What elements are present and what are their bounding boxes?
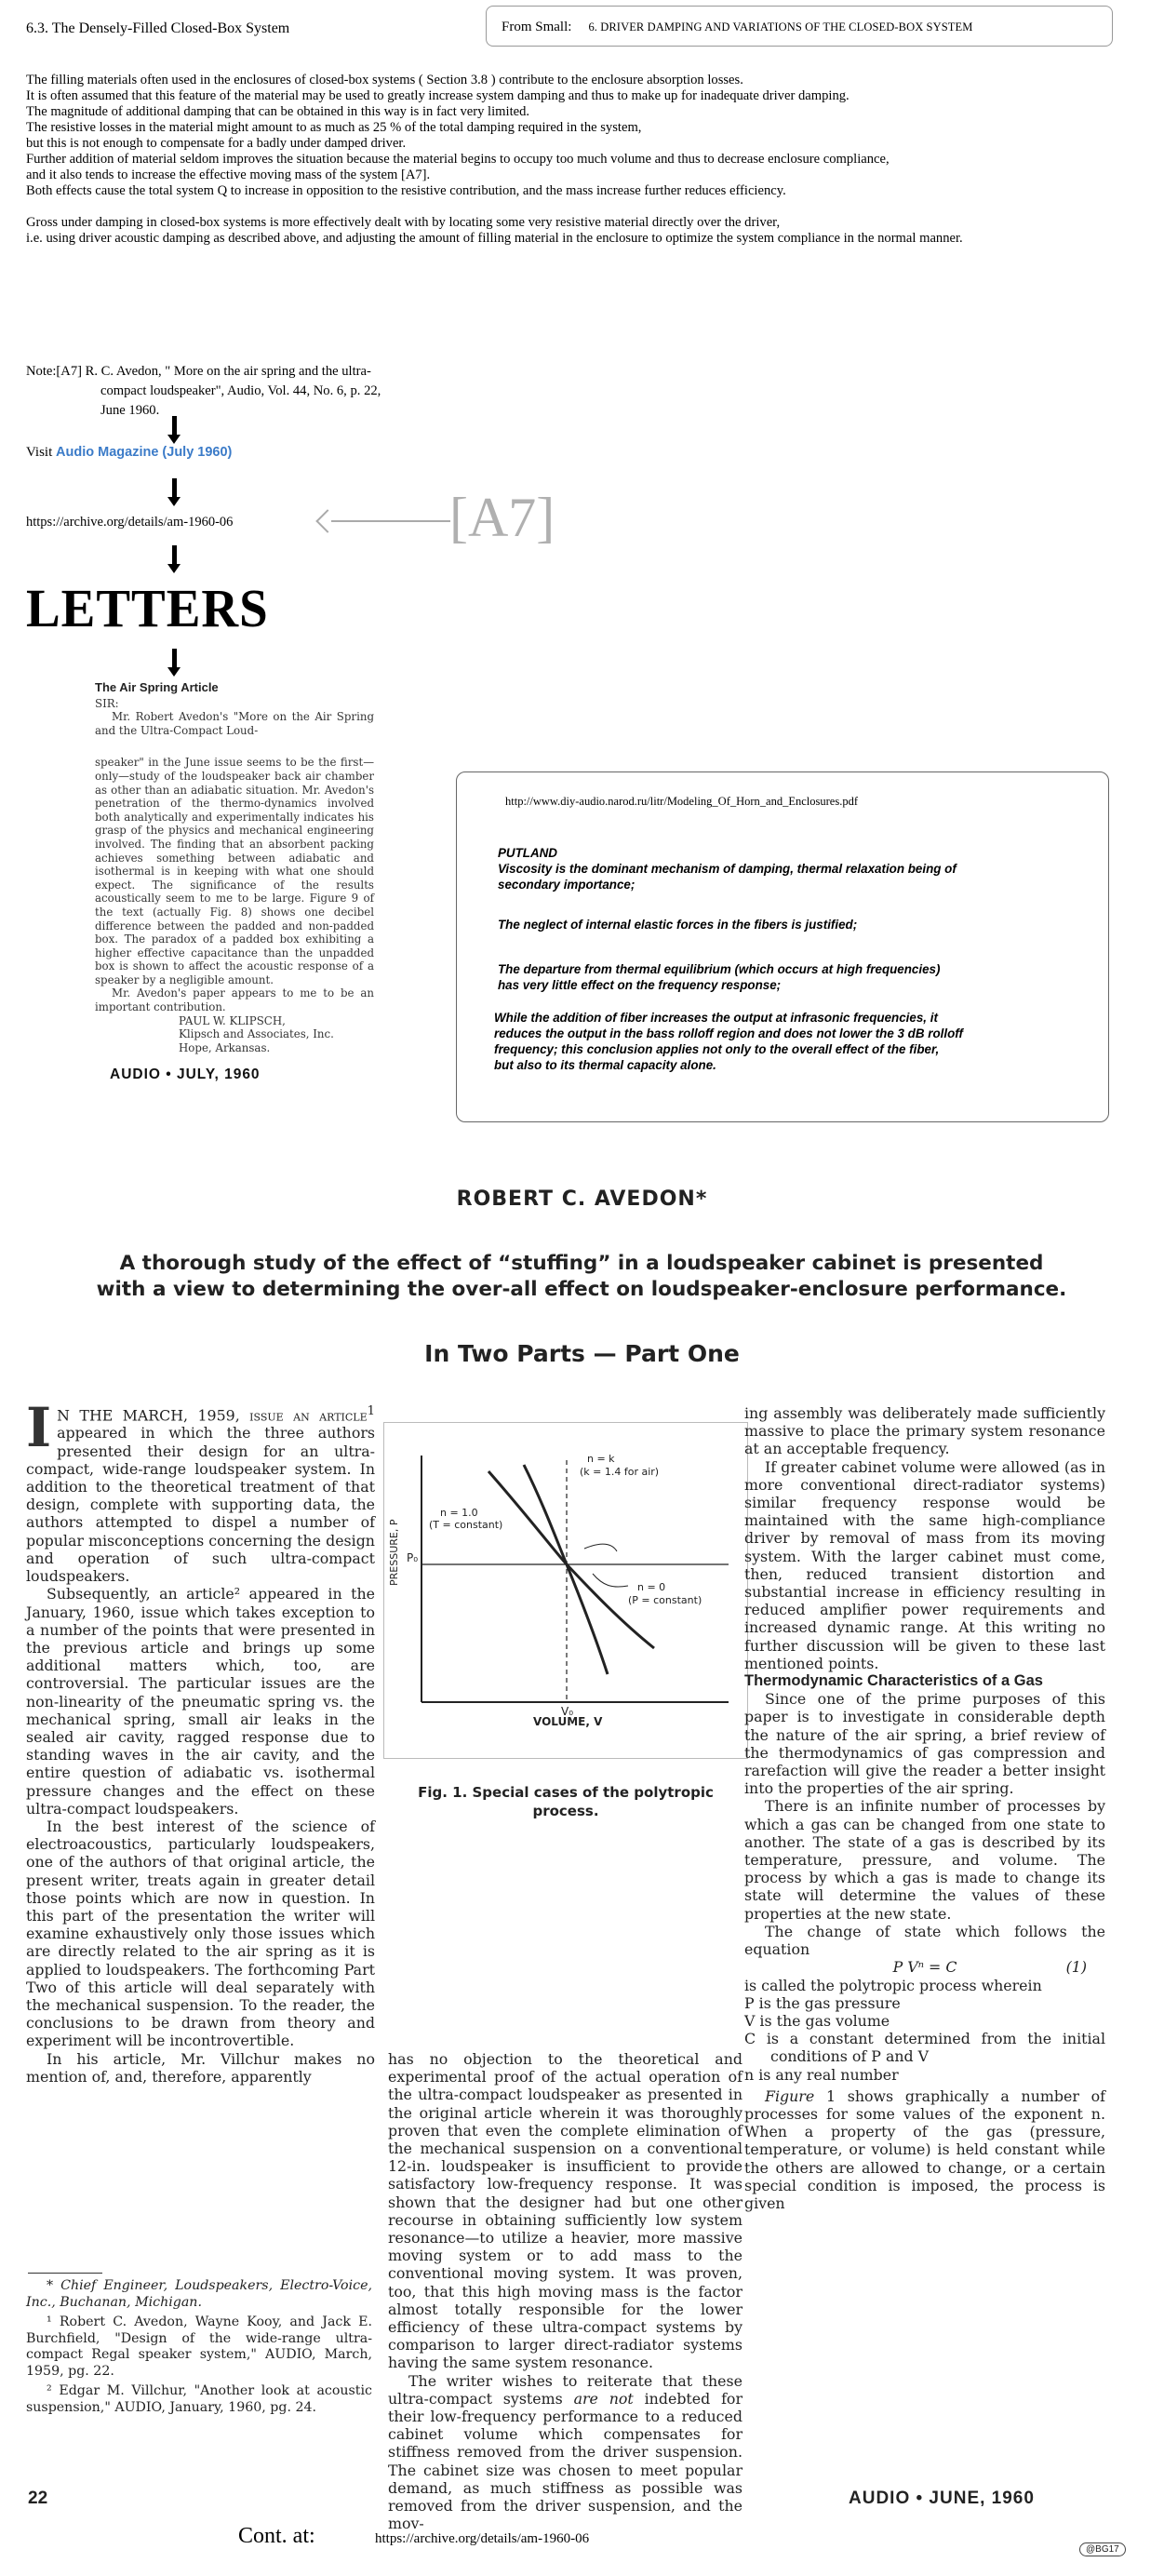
intro-line: Both effects cause the total system Q to increase in opposition to the resistive contribution, and the mass increase further reduces efficiency. bbox=[26, 183, 786, 198]
section-heading: Thermodynamic Characteristics of a Gas bbox=[744, 1672, 1043, 1690]
paragraph-part: indebted for their low-frequency performance to a reduced cabinet volume which compensates for stiffness removed from the driver suspension. The cabinet size was chosen to meet popular demand, as much stiffness as possible was removed from the driver suspension, and the mov- bbox=[388, 2389, 743, 2533]
figure-caption bbox=[389, 1783, 743, 1820]
figure-polytropic bbox=[383, 1422, 748, 1759]
visit-line bbox=[26, 445, 232, 461]
caption-line: Fig. 1. Special cases of the polytropic bbox=[418, 1784, 714, 1801]
intro-line: Gross under damping in closed-box systems is more effectively dealt with by locating some very resistive material directly over the driver, bbox=[26, 215, 781, 230]
paragraph: In the best interest of the science of electroacoustics, particularly loudspeakers, one of the authors of that original article, the present writer, treats again in greater detail those points which are now in question. In this part of the presentation the writer will examine exhaustively only those issues which are directly related to the air spring as it is applied to loudspeakers. The forthcoming Part Two of this article will deal separately with the mechanical suspension. To the reader, the conclusions to be drawn from theory and experiment will be incontrovertible. bbox=[26, 1817, 375, 2050]
intro-text bbox=[26, 73, 1143, 247]
arrow-head-icon bbox=[315, 509, 339, 532]
putland-quote: has very little effect on the frequency response; bbox=[498, 978, 782, 992]
polytropic-chart bbox=[384, 1423, 747, 1758]
putland-url[interactable]: http://www.diy-audio.narod.ru/litr/Modeling_Of_Horn_and_Enclosures.pdf bbox=[505, 795, 858, 808]
intro-line: and it also tends to increase the effective moving mass of the system [A7]. bbox=[26, 168, 431, 182]
intro-line: but this is not enough to compensate for a badly under damped driver. bbox=[26, 136, 407, 151]
note-line: compact loudspeaker", Audio, Vol. 44, No. 6, p. 22, bbox=[100, 383, 381, 398]
down-arrow-icon bbox=[172, 545, 177, 566]
letter-signature: PAUL W. KLIPSCH, bbox=[179, 1013, 286, 1027]
article-author: ROBERT C. AVEDON* bbox=[456, 1187, 708, 1211]
intro-line: i.e. using driver acoustic damping as described above, and adjusting the amount of filling material in the enclosure to optimize the system compliance in the normal manner. bbox=[26, 231, 963, 246]
putland-name: PUTLAND bbox=[498, 846, 557, 860]
paragraph: appeared in which the three authors presented their design for an ultra-compact, wide-range loudspeaker system. In addition to the theoretical treatment of that design, complete with supporting data, the authors attempted to dispel a number of popular misconceptions concerning the design and operation of such ultra-compact loudspeakers. bbox=[26, 1424, 375, 1586]
article-column-3 bbox=[744, 1404, 1105, 2212]
x-axis-label: VOLUME, V bbox=[533, 1715, 603, 1728]
putland-quote: frequency; this conclusion applies not only to the overall effect of the fiber, bbox=[494, 1042, 940, 1056]
footnote-rule bbox=[28, 2273, 102, 2274]
v0-label: V₀ bbox=[561, 1705, 574, 1718]
definitions bbox=[744, 1994, 1105, 2084]
curve-label: (k = 1.4 for air) bbox=[580, 1466, 660, 1478]
definition: n is any real number bbox=[744, 2065, 899, 2084]
paragraph: If greater cabinet volume were allowed (as in more conventional direct-radiator systems) similar frequency response would be maintained with the same high-compliance driver by removal of mass from its moving system. With the larger cabinet must come, then, reduced transient distortion and substantial increase in efficiency resulting in reduced amplifier power requirements and increased dynamic range. At this writing no further discussion will be given to these last mentioned points. bbox=[744, 1457, 1105, 1672]
article-column-1: I N THE MARCH, 1959, issue an article$^1$ appeared in which the three authors presented their design for an ultra-compact, wide-range loudspeaker system. In addition to the theoretical treatment of that design, complete with supporting data, the authors attempted to dispel a number of popular misconceptions concerning the design and operation of such ultra-compact loudspeakers. Subsequently, an article² appeared in the January, 1960, issue which takes exception to a number of the points that were presented in the previous article and brings up some additional matters which, too, are controversial. The particular issues are the non-linearity of the pneumatic spring vs. the mechanical spring, small air leaks in the sealed air cavity, ragged response due to standing waves in the air cavity, and the entire question of adiabatic vs. isothermal pressure changes and the effect on these ultra-compact loudspeakers. In the best interest of the science of electroacoustics, particularly loudspeakers, one of the authors of that original article, the present writer, treats again in greater detail those points which are now in question. In this part of the presentation the writer will examine exhaustively only those issues which are directly related to the air spring as it is applied to loudspeakers. The forthcoming Part Two of this article will deal separately with the mechanical suspension. To the reader, the conclusions to be drawn from theory and experiment will be incontrovertible. In his article, Mr. Villchur makes no mention of, and, therefore, apparently bbox=[26, 1396, 375, 2086]
y-axis-label: PRESSURE, P bbox=[388, 1519, 400, 1586]
paragraph-part: 1 shows graphically a number of processes for some values of the exponent n. When a property of the gas (pressure, temperature, or volume) is held constant while the others are allowed to change, or a certain special condition is imposed, the process is given bbox=[744, 2086, 1105, 2212]
paragraph: Since one of the prime purposes of this paper is to investigate in considerable depth the nature of the air spring, a brief review of the thermodynamics of gas compression and rarefaction will give the reader a better insight into the properties of the air spring. bbox=[744, 1690, 1105, 1798]
equation-number: (1) bbox=[1065, 1958, 1087, 1977]
continued-label: Cont. at: bbox=[238, 2524, 315, 2548]
intro-line: Further addition of material seldom improves the situation because the material begins to occupy too much volume and thus to decrease enclosure compliance, bbox=[26, 152, 890, 167]
equation-text: P Vⁿ = C bbox=[892, 1958, 957, 1977]
putland-quote: Viscosity is the dominant mechanism of damping, thermal relaxation being of bbox=[498, 862, 957, 876]
putland-quote-box bbox=[456, 771, 1109, 1122]
putland-quote: but also to its thermal capacity alone. bbox=[494, 1058, 716, 1072]
letter-title: The Air Spring Article bbox=[95, 680, 219, 694]
intro-line: It is often assumed that this feature of the material may be used to greatly increase system damping and thus to make up for inadequate driver damping. bbox=[26, 88, 850, 103]
letters-heading: LETTERS bbox=[26, 578, 269, 638]
continued-url[interactable]: https://archive.org/details/am-1960-06 bbox=[375, 2531, 590, 2546]
footnote: ¹ Robert C. Avedon, Wayne Kooy, and Jack E. Burchfield, "Design of the wide-range ultra-compact Regal speaker system," AUDIO, March, 1959, pg. 22. bbox=[26, 2314, 372, 2379]
intro-line: The filling materials often used in the enclosures of closed-box systems ( Section 3.8 ) contribute to the enclosure absorption losses. bbox=[26, 73, 743, 87]
section-title: 6.3. The Densely-Filled Closed-Box System bbox=[26, 20, 290, 36]
paragraph: The change of state which follows the equation bbox=[744, 1922, 1105, 1959]
article-deck bbox=[56, 1251, 1107, 1303]
curve-label: n = 0 bbox=[637, 1581, 666, 1593]
putland-quote: The departure from thermal equilibrium (which occurs at high frequencies) bbox=[498, 962, 941, 976]
reference-tag: [A7] bbox=[449, 487, 555, 548]
from-section: 6. DRIVER DAMPING AND VARIATIONS OF THE CLOSED-BOX SYSTEM bbox=[588, 20, 973, 34]
article-parts: In Two Parts — Part One bbox=[424, 1340, 740, 1367]
putland-quote: reduces the output in the bass rolloff region and does not lower the 3 dB rolloff bbox=[494, 1026, 963, 1040]
putland-quote: The neglect of internal elastic forces in the fibers is justified; bbox=[498, 918, 858, 932]
reference-note bbox=[26, 362, 510, 421]
letter-signature: Klipsch and Associates, Inc. bbox=[179, 1027, 334, 1041]
deck-line: A thorough study of the effect of “stuffing” in a loudspeaker cabinet is presented bbox=[119, 1252, 1044, 1275]
curve-label: n = 1.0 bbox=[440, 1507, 478, 1519]
down-arrow-icon bbox=[172, 478, 177, 499]
down-arrow-icon bbox=[172, 649, 177, 669]
intro-line: The resistive losses in the material might amount to as much as 25 % of the total damping required in the system, bbox=[26, 120, 642, 135]
caption-line: process. bbox=[532, 1803, 599, 1819]
letter-clipping bbox=[95, 681, 374, 1054]
curve-label: (T = constant) bbox=[429, 1519, 503, 1531]
definition: P is the gas pressure bbox=[744, 1993, 901, 2012]
paragraph: has no objection to the theoretical and experimental proof of the actual operation of the ultra-compact loudspeaker as presented in the original article wherein it was thoroughly proven that even the complete elimination of the mechanical suspension on a conventional 12-in. loudspeaker is insufficient to provide satisfactory low-frequency response. It was shown that the designer had but one other recourse in obtaining sufficiently low system resonance—to utilize a heavier, more massive moving system or to add mass to the conventional moving system. It was proven, too, that this high moving mass is the factor almost totally responsible for the lower efficiency of these ultra-compact systems by comparison to larger direct-radiator systems having the same system resonance. bbox=[388, 2050, 743, 2372]
from-label: From Small: bbox=[502, 20, 572, 34]
paragraph: is called the polytropic process wherein bbox=[744, 1976, 1042, 1994]
intro-line: The magnitude of additional damping that can be obtained in this way is in fact very limited. bbox=[26, 104, 530, 119]
letter-signature: Hope, Arkansas. bbox=[179, 1040, 271, 1054]
definition: C is a constant determined from the initial conditions of P and V bbox=[744, 2030, 1105, 2066]
emphasis: are not bbox=[573, 2389, 634, 2408]
paragraph: There is an infinite number of processes by which a gas can be changed from one state to another. The state of a gas is described by its temperature, pressure, and volume. The process by which a gas is made to change its state will determine the values of these properties at the new state. bbox=[744, 1797, 1105, 1923]
paragraph: In his article, Mr. Villchur makes no mention of, and, therefore, apparently bbox=[26, 2049, 375, 2086]
page-footer: AUDIO • JUNE, 1960 bbox=[849, 2489, 1035, 2508]
footnote: * Chief Engineer, Loudspeakers, Electro-Voice, Inc., Buchanan, Michigan. bbox=[26, 2278, 372, 2310]
paragraph: ing assembly was deliberately made sufficiently massive to place the primary system resonance at an acceptable frequency. bbox=[744, 1404, 1105, 1458]
paragraph-part: The writer wishes to reiterate that these ultra-compact systems bbox=[388, 2371, 743, 2408]
putland-quote: secondary importance; bbox=[498, 878, 636, 892]
letter-body: speaker" in the June issue seems to be the first—only—study of the loudspeaker back air chamber as other than an adiabatic situation. Mr. Avedon's penetration of the thermo-dynamics involved both analytically and experimentally indicates his grasp of the physics and mechanical engineering involved. The finding that an absorbent packing achieves something between adiabatic and isothermal is in keeping with what one should expect. The significance of the results acoustically seem to me to be large. Figure 9 of the text (actually Fig. 8) shows one decibel difference between the padded and non-padded box. The paradox of a padded box exhibiting a higher effective capacitance than the unpadded box is shown to affect the acoustic response of a speaker by a negligible amount. bbox=[95, 756, 374, 986]
letter-opening: Mr. Robert Avedon's "More on the Air Spring and the Ultra-Compact Loud- bbox=[95, 710, 374, 737]
p0-label: P₀ bbox=[407, 1551, 419, 1564]
emphasis: Figure bbox=[765, 2086, 815, 2105]
archive-url[interactable]: https://archive.org/details/am-1960-06 bbox=[26, 515, 234, 530]
letter-salutation: SIR: bbox=[95, 696, 119, 710]
badge: @BG17 bbox=[1079, 2542, 1126, 2556]
definition: V is the gas volume bbox=[744, 2011, 890, 2030]
visit-prefix: Visit bbox=[26, 445, 57, 460]
source-reference-box bbox=[486, 6, 1113, 47]
curve-label: n = k bbox=[587, 1453, 615, 1465]
audio-magazine-link[interactable]: Audio Magazine (July 1960) bbox=[56, 445, 233, 460]
drop-cap: I bbox=[26, 1396, 52, 1459]
article-column-2 bbox=[388, 2050, 743, 2532]
note-line: June 1960. bbox=[100, 403, 160, 418]
letter-footer: AUDIO • JULY, 1960 bbox=[110, 1067, 261, 1082]
note-line: Note:[A7] R. C. Avedon, " More on the air spring and the ultra- bbox=[26, 364, 371, 379]
equation bbox=[744, 1958, 1105, 1976]
footnotes bbox=[26, 2278, 372, 2416]
putland-quote: While the addition of fiber increases the output at infrasonic frequencies, it bbox=[494, 1011, 938, 1025]
curve-label: (P = constant) bbox=[628, 1594, 702, 1606]
down-arrow-icon bbox=[172, 416, 177, 436]
page-number: 22 bbox=[28, 2489, 48, 2508]
letter-closing: Mr. Avedon's paper appears to me to be an important contribution. bbox=[95, 986, 374, 1014]
footnote: ² Edgar M. Villchur, "Another look at acoustic suspension," AUDIO, January, 1960, pg. 24. bbox=[26, 2383, 372, 2415]
paragraph: Subsequently, an article² appeared in the January, 1960, issue which takes exception to a number of the points that were presented in the previous article and brings up some additional matters which, too, are controversial. The particular issues are the non-linearity of the pneumatic spring vs. the mechanical spring, small air leaks in the sealed air cavity, ragged response due to standing waves in the air cavity, and the entire question of adiabatic vs. isothermal pressure changes and the effect on these ultra-compact loudspeakers. bbox=[26, 1585, 375, 1818]
deck-line: with a view to determining the over-all effect on loudspeaker-enclosure performance. bbox=[96, 1278, 1067, 1301]
lead-in: N THE MARCH, 1959, issue an article bbox=[57, 1406, 368, 1425]
left-arrow-icon bbox=[331, 520, 450, 522]
